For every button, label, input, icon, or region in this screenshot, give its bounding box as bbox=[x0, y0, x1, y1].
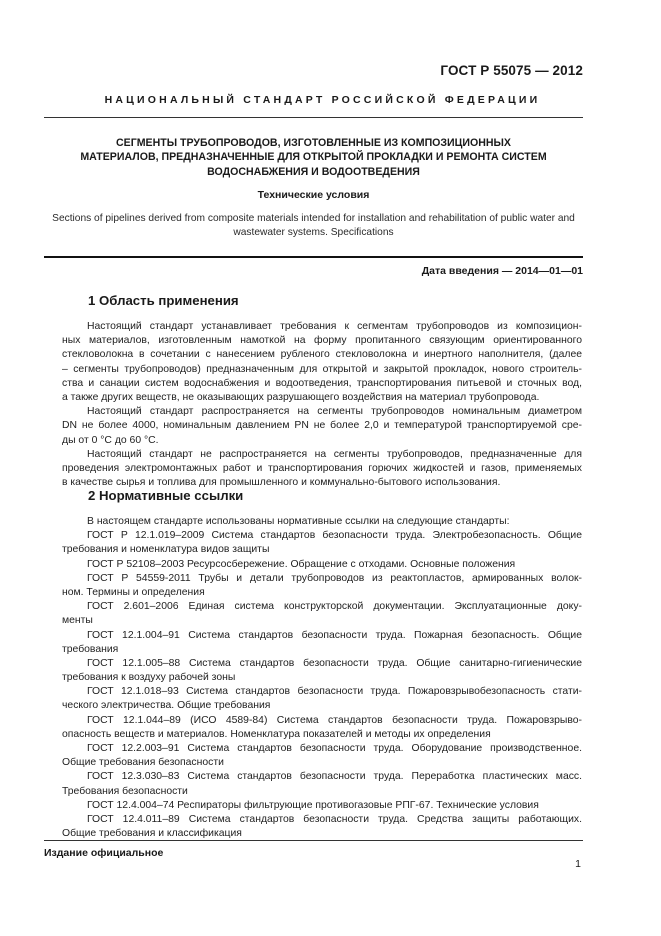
footer-divider bbox=[44, 840, 583, 841]
reference-line: требования bbox=[62, 643, 119, 655]
reference-line: ГОСТ 12.3.030–83 Система стандартов безопасности труда. Переработка пластических масс. bbox=[87, 771, 582, 783]
header-divider bbox=[44, 117, 583, 118]
body-line: Настоящий стандарт не распространяется на сегменты трубопроводов, предназначенные для bbox=[87, 448, 582, 460]
document-subtitle: Технические условия bbox=[257, 189, 370, 201]
reference-line: ГОСТ 12.1.018–93 Система стандартов безопасности труда. Пожаровзрывобезопасность стати- bbox=[87, 686, 582, 698]
body-line: – сегменты трубопроводов) предназначенным для открытой и закрытой прокладок, нового строитель- bbox=[62, 363, 582, 375]
reference-line: опасность веществ и материалов. Номенклатура показателей и методы их определения bbox=[62, 728, 491, 740]
reference-line: Общие требования и классификация bbox=[62, 828, 242, 840]
body-line: В настоящем стандарте использованы нормативные ссылки на следующие стандарты: bbox=[87, 516, 510, 527]
body-line: ных материалов, изготовленным намоткой на форму пропитанного связующим ориентированного bbox=[62, 335, 582, 347]
body-line: стекловолокна в сочетании с нанесением рубленого стекловолокна и инертного наполнителя, (далее bbox=[62, 349, 582, 361]
reference-line: ГОСТ 12.1.004–91 Система стандартов безопасности труда. Пожарная безопасность. Общие bbox=[87, 629, 582, 641]
english-title-line: Sections of pipelines derived from composite materials intended for installation and rehabilitation of public water and bbox=[52, 213, 575, 224]
body-line: ды от 0 °С до 60 °С. bbox=[62, 434, 159, 446]
body-line: DN не более 4000, номинальным давлением PN не более 2,0 и температурой транспортируемой сре- bbox=[62, 420, 582, 432]
english-title bbox=[50, 212, 577, 240]
introduction-date: Дата введения — 2014—01—01 bbox=[421, 265, 583, 277]
section-2-heading: 2 Нормативные ссылки bbox=[88, 488, 244, 503]
english-title-line: wastewater systems. Specifications bbox=[233, 227, 394, 238]
body-line: проведения электромонтажных работ и транспортирования горючих жидкостей и газов, применяемых bbox=[62, 462, 582, 474]
title-line: СЕГМЕНТЫ ТРУБОПРОВОДОВ, ИЗГОТОВЛЕННЫЕ ИЗ КОМПОЗИЦИОННЫХ bbox=[115, 137, 511, 149]
document-title bbox=[62, 136, 565, 179]
reference-line: Общие требования безопасности bbox=[62, 757, 224, 769]
reference-line: Требования безопасности bbox=[62, 785, 188, 797]
edition-label: Издание официальное bbox=[44, 847, 164, 859]
section-2-body bbox=[62, 515, 582, 841]
document-number: ГОСТ Р 55075 — 2012 bbox=[440, 63, 583, 78]
body-line: Настоящий стандарт распространяется на сегменты трубопроводов номинальным диаметром bbox=[87, 406, 582, 418]
body-line: а также других веществ, не оказывающих разрушающего воздействия на материал трубопровода. bbox=[62, 391, 540, 403]
reference-line: ГОСТ Р 54559-2011 Трубы и детали трубопроводов из реактопластов, армированных волок- bbox=[87, 572, 582, 584]
reference-line: ГОСТ 2.601–2006 Единая система конструкторской документации. Эксплуатационные доку- bbox=[87, 601, 582, 613]
reference-line: ГОСТ 12.2.003–91 Система стандартов безопасности труда. Оборудование производственное. bbox=[87, 743, 582, 754]
reference-line: ГОСТ 12.4.011–89 Система стандартов безопасности труда. Средства защиты работающих. bbox=[87, 813, 582, 825]
reference-line: ном. Термины и определения bbox=[62, 586, 205, 598]
section-1-heading: 1 Область применения bbox=[88, 293, 239, 308]
body-line: ства и санации систем водоснабжения и водоотведения, транспортирования питьевой и сточных вод, bbox=[62, 377, 582, 389]
section-1-body bbox=[62, 320, 582, 490]
reference-line: ГОСТ 12.1.005–88 Система стандартов безопасности труда. Общие санитарно-гигиенические bbox=[87, 657, 582, 669]
title-line: МАТЕРИАЛОВ, ПРЕДНАЗНАЧЕННЫЕ ДЛЯ ОТКРЫТОЙ ПРОКЛАДКИ И РЕМОНТА СИСТЕМ bbox=[80, 151, 547, 164]
title-line: ВОДОСНАБЖЕНИЯ И ВОДООТВЕДЕНИЯ bbox=[207, 165, 420, 178]
body-line: Настоящий стандарт устанавливает требования к сегментам трубопроводов из композицион- bbox=[87, 321, 582, 332]
reference-line: ГОСТ 12.1.044–89 (ИСО 4589-84) Система стандартов безопасности труда. Пожаровзрыво- bbox=[87, 714, 582, 726]
national-standard-banner: НАЦИОНАЛЬНЫЙ СТАНДАРТ РОССИЙСКОЙ ФЕДЕРАЦИИ bbox=[104, 94, 541, 106]
reference-line: ГОСТ 12.4.004–74 Респираторы фильтрующие противогазовые РПГ-67. Технические условия bbox=[87, 799, 539, 811]
reference-line: менты bbox=[62, 615, 93, 627]
reference-line: требования и номенклатура видов защиты bbox=[62, 544, 270, 556]
reference-line: требования к воздуху рабочей зоны bbox=[62, 672, 236, 684]
reference-line: ГОСТ Р 12.1.019–2009 Система стандартов безопасности труда. Электробезопасность. Общие bbox=[87, 530, 582, 542]
body-line: в качестве сырья и топлива для промышленного и коммунально-бытового использования. bbox=[62, 477, 501, 489]
page-number: 1 bbox=[575, 858, 581, 870]
reference-line: ГОСТ Р 52108–2003 Ресурсосбережение. Обращение с отходами. Основные положения bbox=[87, 558, 516, 570]
reference-line: ческого электричества. Общие требования bbox=[62, 700, 271, 712]
title-divider bbox=[44, 256, 583, 258]
